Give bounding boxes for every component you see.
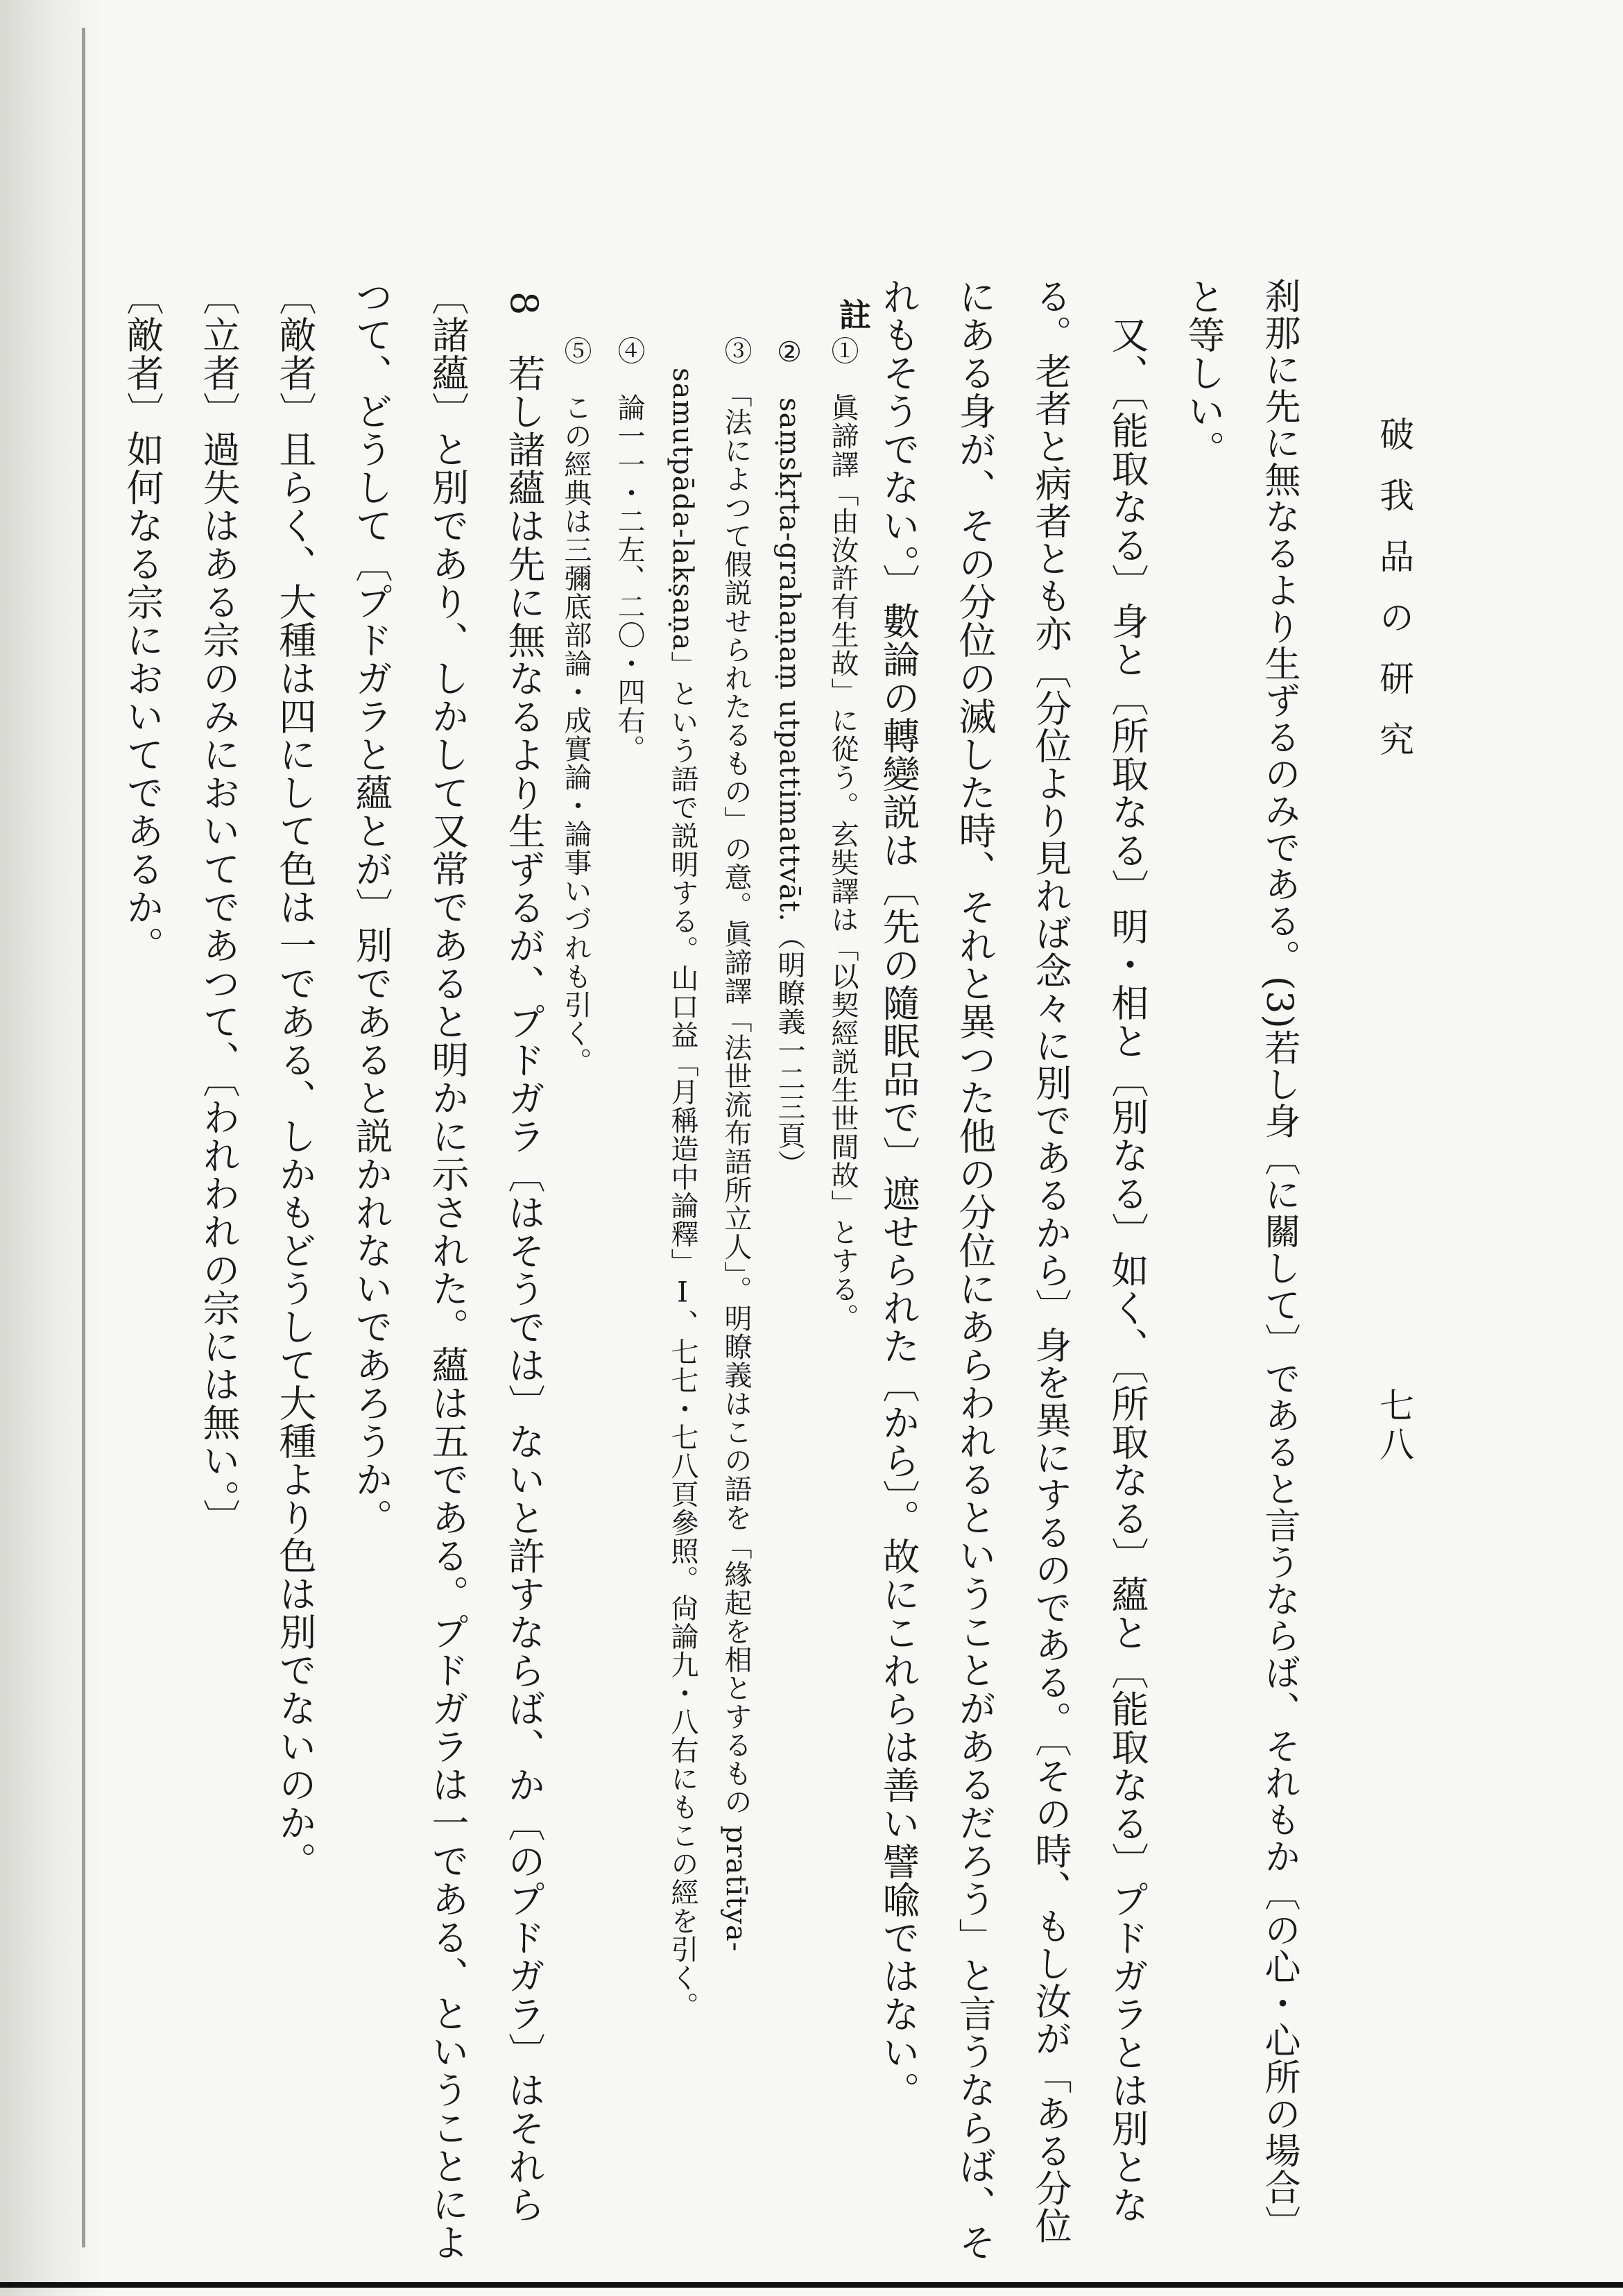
bottom-rule — [0, 2282, 1623, 2288]
section8-line: 〔諸蘊〕と別であり、しかして又常であると明かに示された。蘊は五である。プドガラは一である、ということによ — [426, 277, 470, 2261]
running-title: 破我品の研究 — [1374, 416, 1414, 782]
note-line: ① 眞諦譯「由汝許有生故」に從う。玄奘譯は「以契經説生世間故」とする。 — [827, 336, 859, 1332]
section8-line: 〔立者〕過失はある宗のみにおいてであつて、〔われわれの宗には無い。〕 — [197, 277, 241, 1537]
note-line: ③ 「法によつて假説せられたるもの」の意。眞諦譯「法世流布語所立人」。明瞭義はこの語を「緣起を相とするもの pratītya- — [720, 336, 752, 1953]
notes-heading: 註 — [834, 298, 872, 331]
body-line: 又、〔能取なる〕身と〔所取なる〕明・相と〔別なる〕如く、〔所取なる〕蘊と〔能取なる〕プドガラとは別とな — [1106, 316, 1149, 2224]
page-number: 七八 — [1374, 1387, 1414, 1465]
section8-line: 〔敵者〕如何なる宗においてであるか。 — [121, 277, 164, 964]
body-line: にある身が、その分位の滅した時、それと異つた他の分位にあらわれるということがあるだろう」と言うならば、そ — [953, 277, 997, 2261]
section8-line: 〔敵者〕且らく、大種は四にして色は一である、しかもどうして大種より色は別でないのか。 — [273, 277, 317, 1880]
note-line: samutpāda-lakṣaṇa」という語で説明する。山口益「月稱造中論釋」Ⅰ、七七・七八頁參照。尙論九・八右にもこの經を引く。 — [667, 368, 698, 2021]
binding-shadow — [0, 0, 104, 2296]
body-line: れもそうでない。〕數論の轉變説は〔先の隨眠品で〕遮せられた〔から〕。故にこれらは善い譬喩ではない。 — [877, 277, 920, 2109]
binding-line — [82, 28, 85, 2247]
note-line: ② saṃskṛta-grahaṇaṃ utpattimattvāt.（明瞭義一二三頁） — [773, 336, 805, 1179]
body-line: 刹那に先に無なるより生ずるのみである。(3)若し身〔に關して〕であると言うならば、それもか〔の心・心所の場合〕 — [1258, 277, 1300, 2243]
section8-line: 8 若し諸蘊は先に無なるより生ずるが、プドガラ〔はそうでは〕ないと許すならば、か〔のプドガラ〕はそれら — [502, 291, 546, 2224]
note-line: ⑤ この經典は三彌底部論・成實論・論事いづれも引く。 — [560, 336, 592, 1076]
section8-line: つて、どうして〔プドガラと蘊とが〕別であると説かれないであろうか。 — [350, 277, 393, 1536]
body-line: る。老者と病者とも亦〔分位より見れば念々に別であるから〕身を異にするのである。〔その時、もし汝が「ある分位 — [1029, 277, 1072, 2245]
note-line: ④ 論一一・二左、二〇・四右。 — [613, 336, 645, 763]
body-line: と等しい。 — [1182, 277, 1226, 468]
